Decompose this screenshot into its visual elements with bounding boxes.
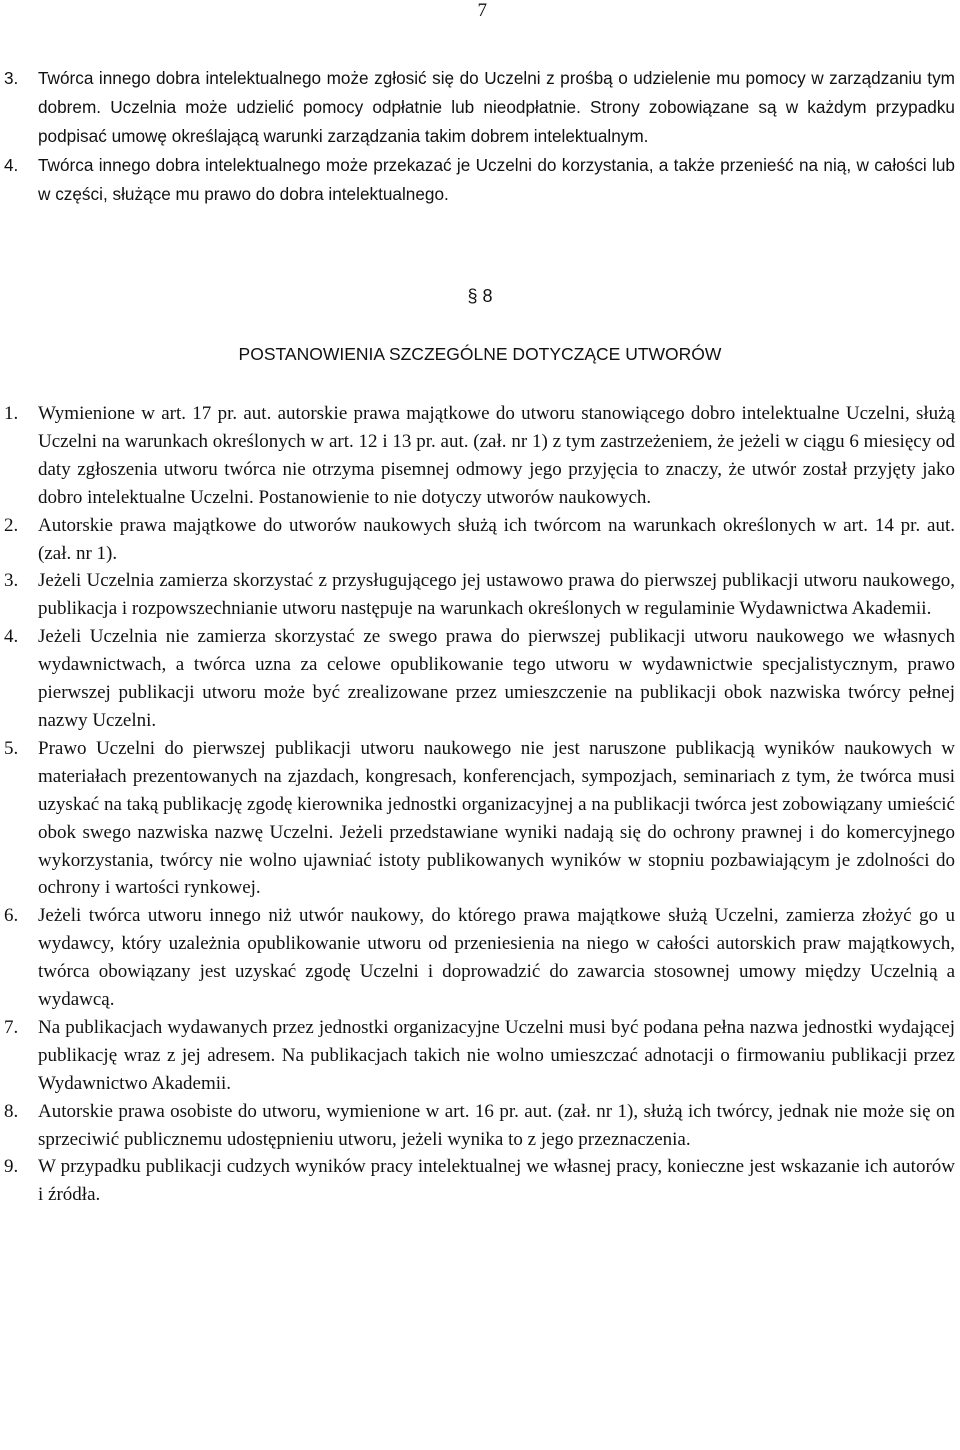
item-text: Jeżeli Uczelnia zamierza skorzystać z przysługującego jej ustawowo prawa do pierwszej publikacji utworu naukowego, publikacja i rozpowszechnianie utworu następuje na warunkach określonych w regulaminie Wydawnictwa Akademii.: [38, 570, 955, 620]
section-title: POSTANOWIENIA SZCZEGÓLNE DOTYCZĄCE UTWORÓW: [238, 344, 722, 364]
list-item: [0, 1014, 960, 1098]
list-item: [0, 1153, 960, 1209]
section-item-list: [0, 400, 960, 1209]
list-item: [0, 512, 960, 568]
item-text: Autorskie prawa osobiste do utworu, wymienione w art. 16 pr. aut. (zał. nr 1), służą ich twórcy, jednak nie może się on sprzeciwić publicznemu udostępnieniu utworu, jeżeli wynika to z jego przeznaczenia.: [38, 1100, 955, 1150]
item-number: 3.: [4, 68, 19, 88]
list-item: [0, 623, 960, 735]
item-text: Jeżeli Uczelnia nie zamierza skorzystać ze swego prawa do pierwszej publikacji utworu naukowego we własnych wydawnictwach, a twórca uzna za celowe opublikowanie tego utworu w wydawnictwie specjalistycznym, prawo pierwszej publikacji utworu może być zrealizowane przez umieszczenie na publikacji obok nazwiska twórcy pełnej nazwy Uczelni.: [38, 626, 955, 731]
list-item: [0, 151, 960, 209]
list-item: [0, 1098, 960, 1154]
item-number: 4.: [4, 155, 19, 175]
item-text: Na publikacjach wydawanych przez jednostki organizacyjne Uczelni musi być podana pełna nazwa jednostki wydającej publikację wraz z jej adresem. Na publikacjach takich nie wolno umieszczać adnotacji o firmowaniu publikacji przez Wydawnictwo Akademii.: [38, 1016, 955, 1094]
item-text: Wymienione w art. 17 pr. aut. autorskie prawa majątkowe do utworu stanowiącego dobro intelektualne Uczelni, służą Uczelni na warunkach określonych w art. 12 i 13 pr. aut. (zał. nr 1) z tym zastrzeżeniem, że jeżeli w ciągu 6 miesięcy od daty zgłoszenia utworu twórca nie otrzyma pisemnej odmowy jego przyjęcia to znaczy, że utwór został przyjęty jako dobro intelektualne Uczelni. Postanowienie to nie dotyczy utworów naukowych.: [38, 403, 955, 508]
item-number: 8.: [4, 1100, 19, 1122]
list-item: [0, 735, 960, 902]
list-item: [0, 567, 960, 623]
item-text: Prawo Uczelni do pierwszej publikacji utworu naukowego nie jest naruszone publikacją wyników naukowych w materiałach prezentowanych na zjazdach, kongresach, konferencjach, sympozjach, seminariach z tym, że twórca musi uzyskać na taką publikację zgodę kierownika jednostki organizacyjnej a na publikacji twórca jest zobowiązany umieścić obok swego nazwiska nazwę Uczelni. Jeżeli przedstawiane wyniki nadają się do ochrony prawnej i do komercyjnego wykorzystania, twórcy nie wolno ujawniać istoty publikowanych wyników w stopniu pozbawiającym je zdolności do ochrony i wartości rynkowej.: [38, 737, 955, 899]
item-text: Jeżeli twórca utworu innego niż utwór naukowy, do którego prawa majątkowe służą Uczelni, zamierza złożyć go u wydawcy, który uzależnia opublikowanie utworu od przeniesienia na niego w całości autorskich praw majątkowych, twórca obowiązany jest uzyskać zgodę Uczelni i doprowadzić do zawarcia stosownej umowy między Uczelnią a wydawcą.: [38, 905, 955, 1011]
item-number: 7.: [4, 1016, 19, 1038]
item-number: 1.: [4, 403, 19, 424]
item-number: 3.: [4, 570, 19, 592]
item-number: 9.: [4, 1156, 19, 1178]
continued-item-list: [0, 64, 960, 209]
item-text: Twórca innego dobra intelektualnego może przekazać je Uczelni do korzystania, a także przenieść na nią, w całości lub w części, służące mu prawo do dobra intelektualnego.: [38, 155, 955, 204]
page-number: 7: [477, 0, 487, 21]
item-number: 6.: [4, 905, 19, 927]
list-item: [0, 400, 960, 512]
list-item: [0, 64, 960, 151]
section-heading: [0, 281, 960, 369]
item-number: 4.: [4, 626, 19, 648]
section-mark: § 8: [467, 286, 493, 306]
item-text: Autorskie prawa majątkowe do utworów naukowych służą ich twórcom na warunkach określonych w art. 14 pr. aut. (zał. nr 1).: [38, 514, 955, 564]
item-number: 5.: [4, 737, 19, 759]
item-text: Twórca innego dobra intelektualnego może zgłosić się do Uczelni z prośbą o udzielenie mu pomocy w zarządzaniu tym dobrem. Uczelnia może udzielić pomocy odpłatnie lub nieodpłatnie. Strony zobowiązane są w każdym przypadku podpisać umowę określającą warunki zarządzania takim dobrem intelektualnym.: [38, 68, 955, 146]
item-text: W przypadku publikacji cudzych wyników pracy intelektualnej we własnej pracy, konieczne jest wskazanie ich autorów i źródła.: [38, 1156, 955, 1206]
list-item: [0, 902, 960, 1014]
item-number: 2.: [4, 514, 19, 536]
